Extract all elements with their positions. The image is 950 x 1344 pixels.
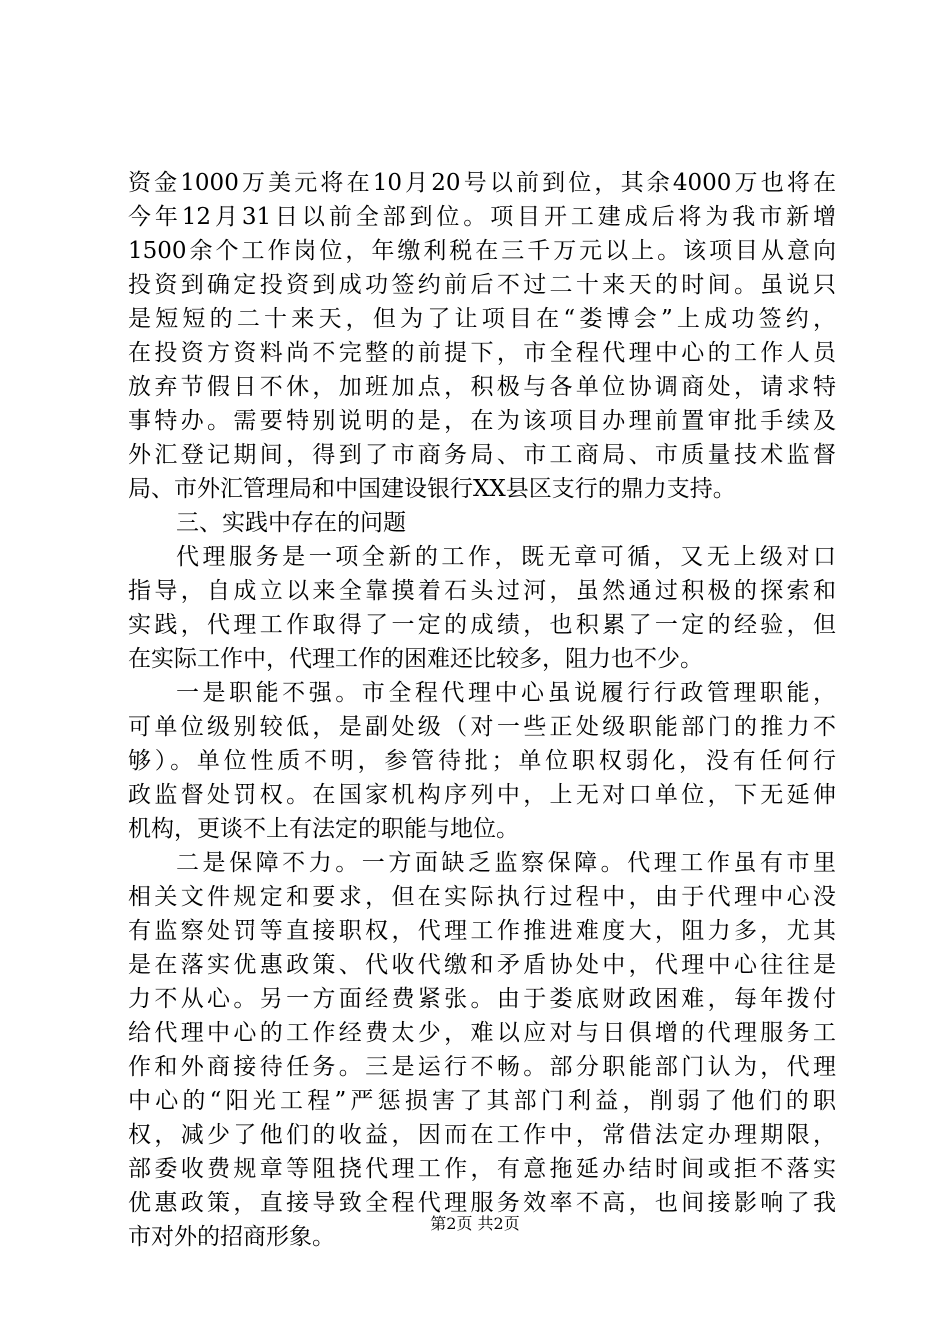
text-line: 作和外商接待任务。三是运行不畅。部分职能部门认为，代理 (128, 1054, 836, 1080)
text-line: 实践，代理工作取得了一定的成绩，也积累了一定的经验，但 (128, 612, 836, 638)
text-line: 资金1000万美元将在10月20号以前到位，其余4000万也将在 (128, 170, 836, 196)
text-line: 指导，自成立以来全靠摸着石头过河，虽然通过积极的探索和 (128, 578, 836, 604)
text-line: 够）。单位性质不明，参管待批；单位职权弱化，没有任何行 (128, 748, 836, 774)
text-line: 在实际工作中，代理工作的困难还比较多，阻力也不少。 (128, 646, 703, 672)
page-footer: 第2页 共2页 (430, 1214, 520, 1233)
text-line: 外汇登记期间，得到了市商务局、市工商局、市质量技术监督 (128, 442, 836, 468)
text-line: 市对外的招商形象。 (128, 1224, 335, 1250)
text-line: 1500余个工作岗位，年缴利税在三千万元以上。该项目从意向 (128, 238, 836, 264)
text-line: 三、实践中存在的问题 (176, 510, 406, 536)
text-line: 局、市外汇管理局和中国建设银行XX县区支行的鼎力支持。 (128, 476, 736, 502)
text-line: 部委收费规章等阻挠代理工作，有意拖延办结时间或拒不落实 (128, 1156, 836, 1182)
text-line: 权，减少了他们的收益，因而在工作中，常借法定办理期限， (128, 1122, 836, 1148)
text-line: 二是保障不力。一方面缺乏监察保障。代理工作虽有市里 (176, 850, 836, 876)
text-line: 一是职能不强。市全程代理中心虽说履行行政管理职能， (176, 680, 836, 706)
text-line: 相关文件规定和要求，但在实际执行过程中，由于代理中心没 (128, 884, 836, 910)
text-line: 有监察处罚等直接职权，代理工作推进难度大，阻力多，尤其 (128, 918, 836, 944)
text-line: 投资到确定投资到成功签约前后不过二十来天的时间。虽说只 (128, 272, 836, 298)
text-line: 优惠政策，直接导致全程代理服务效率不高，也间接影响了我 (128, 1190, 836, 1216)
text-line: 是短短的二十来天，但为了让项目在“娄博会”上成功签约， (128, 306, 836, 332)
text-line: 机构，更谈不上有法定的职能与地位。 (128, 816, 519, 842)
document-body (128, 166, 836, 1254)
text-line: 在投资方资料尚不完整的前提下，市全程代理中心的工作人员 (128, 340, 836, 366)
text-line: 可单位级别较低，是副处级（对一些正处级职能部门的推力不 (128, 714, 836, 740)
text-line: 今年12月31日以前全部到位。项目开工建成后将为我市新增 (128, 204, 836, 230)
text-line: 政监督处罚权。在国家机构序列中，上无对口单位，下无延伸 (128, 782, 836, 808)
text-line: 给代理中心的工作经费太少，难以应对与日俱增的代理服务工 (128, 1020, 836, 1046)
text-line: 放弃节假日不休，加班加点，积极与各单位协调商处，请求特 (128, 374, 836, 400)
text-line: 是在落实优惠政策、代收代缴和矛盾协处中，代理中心往往是 (128, 952, 836, 978)
text-line: 中心的“阳光工程”严惩损害了其部门利益，削弱了他们的职 (128, 1088, 836, 1114)
text-line: 代理服务是一项全新的工作，既无章可循，又无上级对口 (176, 544, 836, 570)
text-line: 事特办。需要特别说明的是，在为该项目办理前置审批手续及 (128, 408, 836, 434)
text-line: 力不从心。另一方面经费紧张。由于娄底财政困难，每年拨付 (128, 986, 836, 1012)
